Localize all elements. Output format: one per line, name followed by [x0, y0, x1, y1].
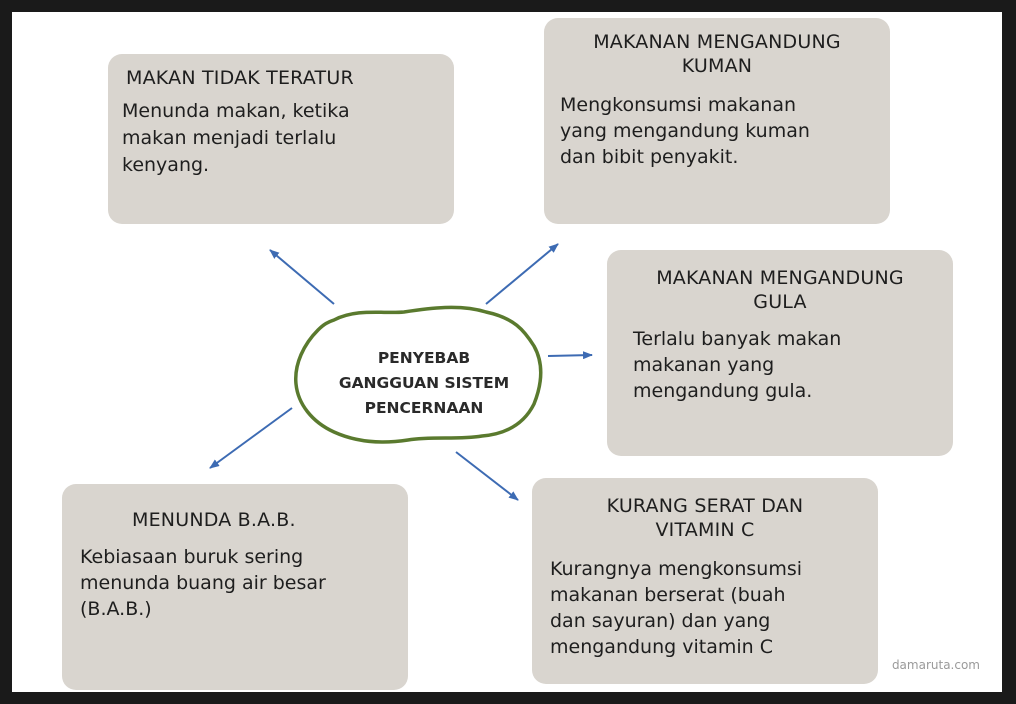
arrow-to-makanan-kuman: [486, 244, 558, 304]
body-line: Mengkonsumsi makanan: [560, 94, 797, 116]
title-line: VITAMIN C: [655, 519, 755, 541]
arrow-to-makan-tidak-teratur: [270, 250, 334, 304]
body-line: mengandung gula.: [633, 380, 813, 402]
center-label-line: PENYEBAB: [377, 348, 471, 367]
title-line: KUMAN: [681, 55, 753, 77]
body-line: Terlalu banyak makan: [633, 328, 842, 350]
body-line: Menunda makan, ketika: [122, 100, 350, 122]
card-title: MENUNDA B.A.B.: [132, 509, 296, 531]
watermark: damaruta.com: [891, 658, 980, 672]
body-line: mengandung vitamin C: [550, 636, 773, 658]
title-line: MAKANAN MENGANDUNG: [656, 267, 904, 289]
center-label-line: PENCERNAAN: [364, 398, 484, 417]
diagram-canvas: [12, 12, 1002, 692]
title-line: GULA: [753, 291, 807, 313]
body-line: yang mengandung kuman: [560, 120, 810, 142]
arrow-to-menunda-bab: [210, 408, 292, 468]
body-line: makanan yang: [633, 354, 775, 376]
center-label-line: GANGGUAN SISTEM: [338, 373, 510, 392]
arrow-to-makanan-gula: [548, 355, 592, 356]
center-cloud-label: [312, 328, 536, 438]
body-line: (B.A.B.): [80, 598, 152, 620]
body-line: kenyang.: [122, 154, 210, 176]
body-line: Kebiasaan buruk sering: [80, 546, 304, 568]
body-line: dan sayuran) dan yang: [550, 610, 771, 632]
title-line: MAKANAN MENGANDUNG: [593, 31, 841, 53]
body-line: Kurangnya mengkonsumsi: [550, 558, 803, 580]
body-line: dan bibit penyakit.: [560, 146, 739, 168]
body-line: makanan berserat (buah: [550, 584, 786, 606]
body-line: makan menjadi terlalu: [122, 127, 337, 149]
body-line: menunda buang air besar: [80, 572, 326, 594]
card-title: MAKAN TIDAK TERATUR: [126, 67, 354, 89]
title-line: KURANG SERAT DAN: [606, 495, 804, 517]
arrow-to-kurang-serat: [456, 452, 518, 500]
